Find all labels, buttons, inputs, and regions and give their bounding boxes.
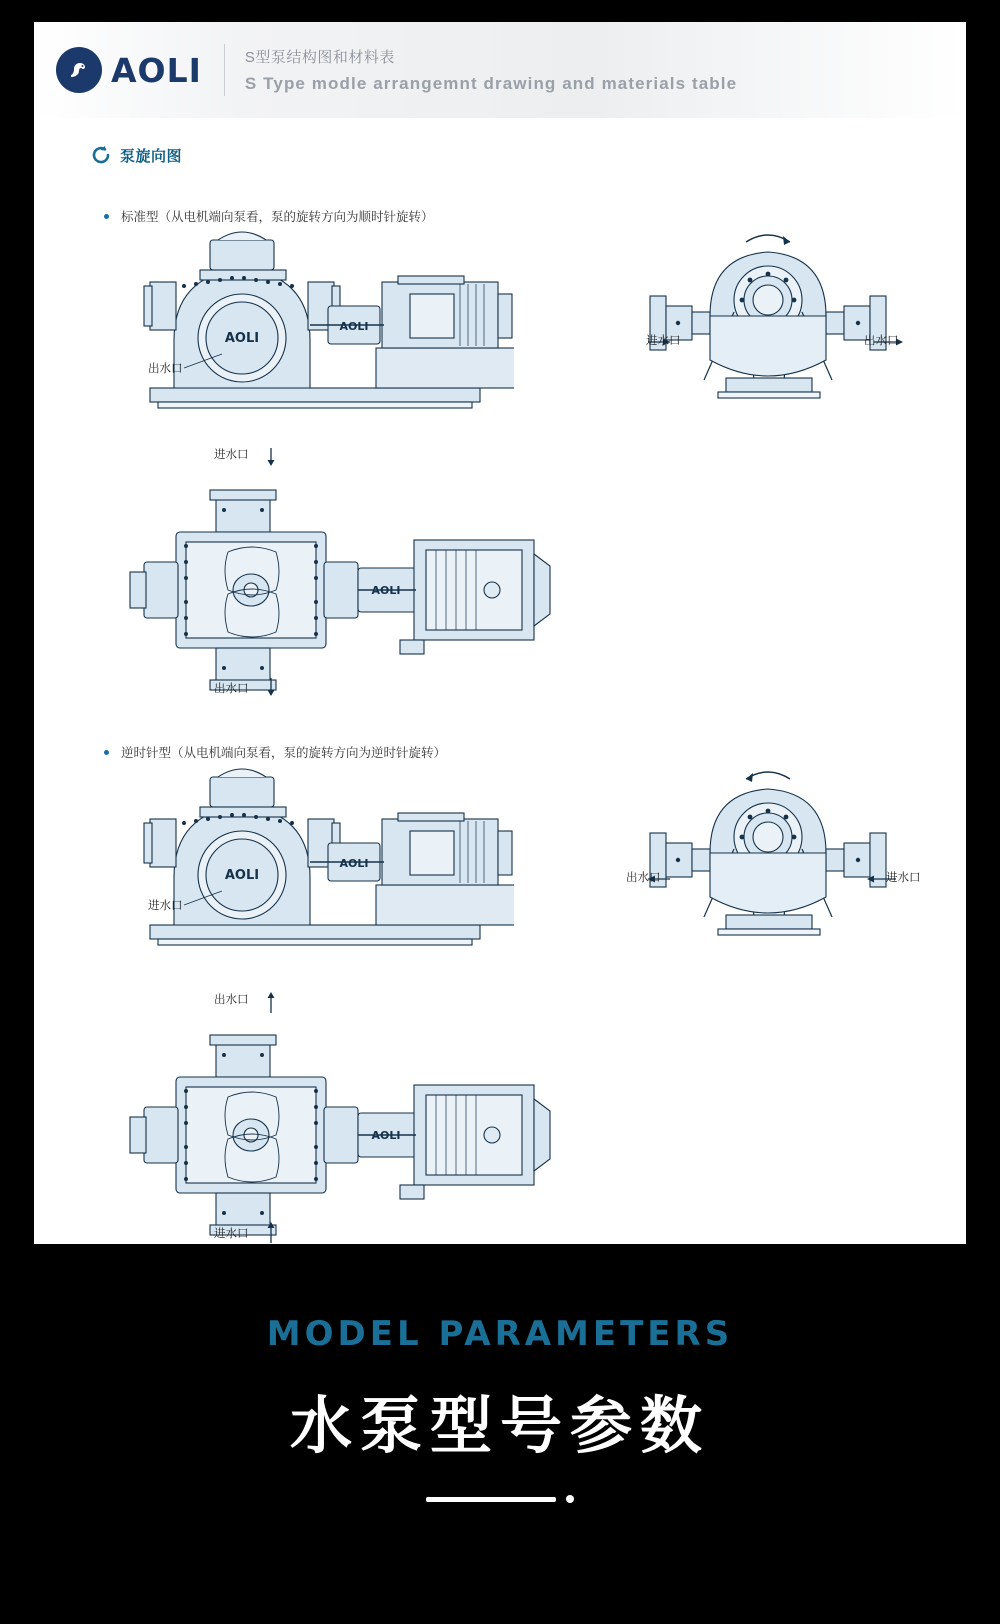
- svg-text:AOLI: AOLI: [371, 1129, 401, 1142]
- footer-title-en: MODEL PARAMETERS: [266, 1314, 734, 1354]
- svg-text:AOLI: AOLI: [224, 868, 260, 883]
- footer-divider-dot: [566, 1495, 574, 1503]
- standard-side-view: [114, 220, 514, 418]
- eagle-logo-icon: [56, 47, 102, 93]
- outlet-arrow-icon-6: [266, 991, 276, 1013]
- standard-end-view: [634, 220, 934, 418]
- bullet-dot-icon: [104, 750, 109, 755]
- section-title: 泵旋向图: [120, 147, 183, 165]
- svg-text:AOLI: AOLI: [371, 584, 401, 597]
- label-inlet-4: 进水口: [148, 900, 183, 912]
- label-outlet-2: 出水口: [864, 335, 899, 347]
- label-inlet-3: 进水口: [214, 449, 249, 461]
- standard-top-view: [114, 449, 554, 695]
- label-outlet-1: 出水口: [148, 363, 183, 375]
- bullet-standard-text: 标准型（从电机端向泵看，泵的旋转方向为顺时针旋转）: [121, 210, 434, 224]
- svg-text:AOLI: AOLI: [224, 331, 260, 346]
- footer-divider-bar: [426, 1497, 556, 1502]
- footer-section: [0, 1244, 1000, 1624]
- rotation-arrow-icon: [90, 144, 112, 166]
- section-heading: [90, 144, 182, 166]
- counterclockwise-end-view: [626, 757, 934, 955]
- label-inlet-2: 进水口: [646, 335, 681, 347]
- header-title-en: S Type modle arrangemnt drawing and materials table: [244, 74, 738, 93]
- header-title-cn: S型泵结构图和材料表: [244, 49, 395, 66]
- footer-title-cn: 水泵型号参数: [289, 1392, 710, 1461]
- svg-text:AOLI: AOLI: [339, 857, 369, 870]
- header-divider: [224, 44, 225, 96]
- label-outlet-6: 出水口: [214, 994, 249, 1006]
- counterclockwise-side-view: [114, 757, 514, 955]
- label-outlet-5: 出水口: [626, 872, 661, 884]
- bullet-counterclockwise-text: 逆时针型（从电机端向泵看，泵的旋转方向为逆时针旋转）: [121, 746, 447, 760]
- content-card: [34, 22, 966, 1244]
- page-header: [34, 22, 966, 118]
- brand-logo: [56, 47, 202, 93]
- inlet-arrow-icon-6: [266, 1221, 276, 1243]
- outlet-arrow-icon-3: [266, 678, 276, 698]
- brand-name: AOLI: [111, 50, 202, 90]
- label-outlet-3: 出水口: [214, 683, 249, 695]
- counterclockwise-top-view: [114, 994, 554, 1240]
- label-inlet-5: 进水口: [886, 872, 921, 884]
- inlet-arrow-icon-3: [266, 448, 276, 468]
- footer-divider: [426, 1495, 574, 1503]
- svg-text:AOLI: AOLI: [339, 320, 369, 333]
- label-inlet-6: 进水口: [214, 1228, 249, 1240]
- bullet-dot-icon: [104, 214, 109, 219]
